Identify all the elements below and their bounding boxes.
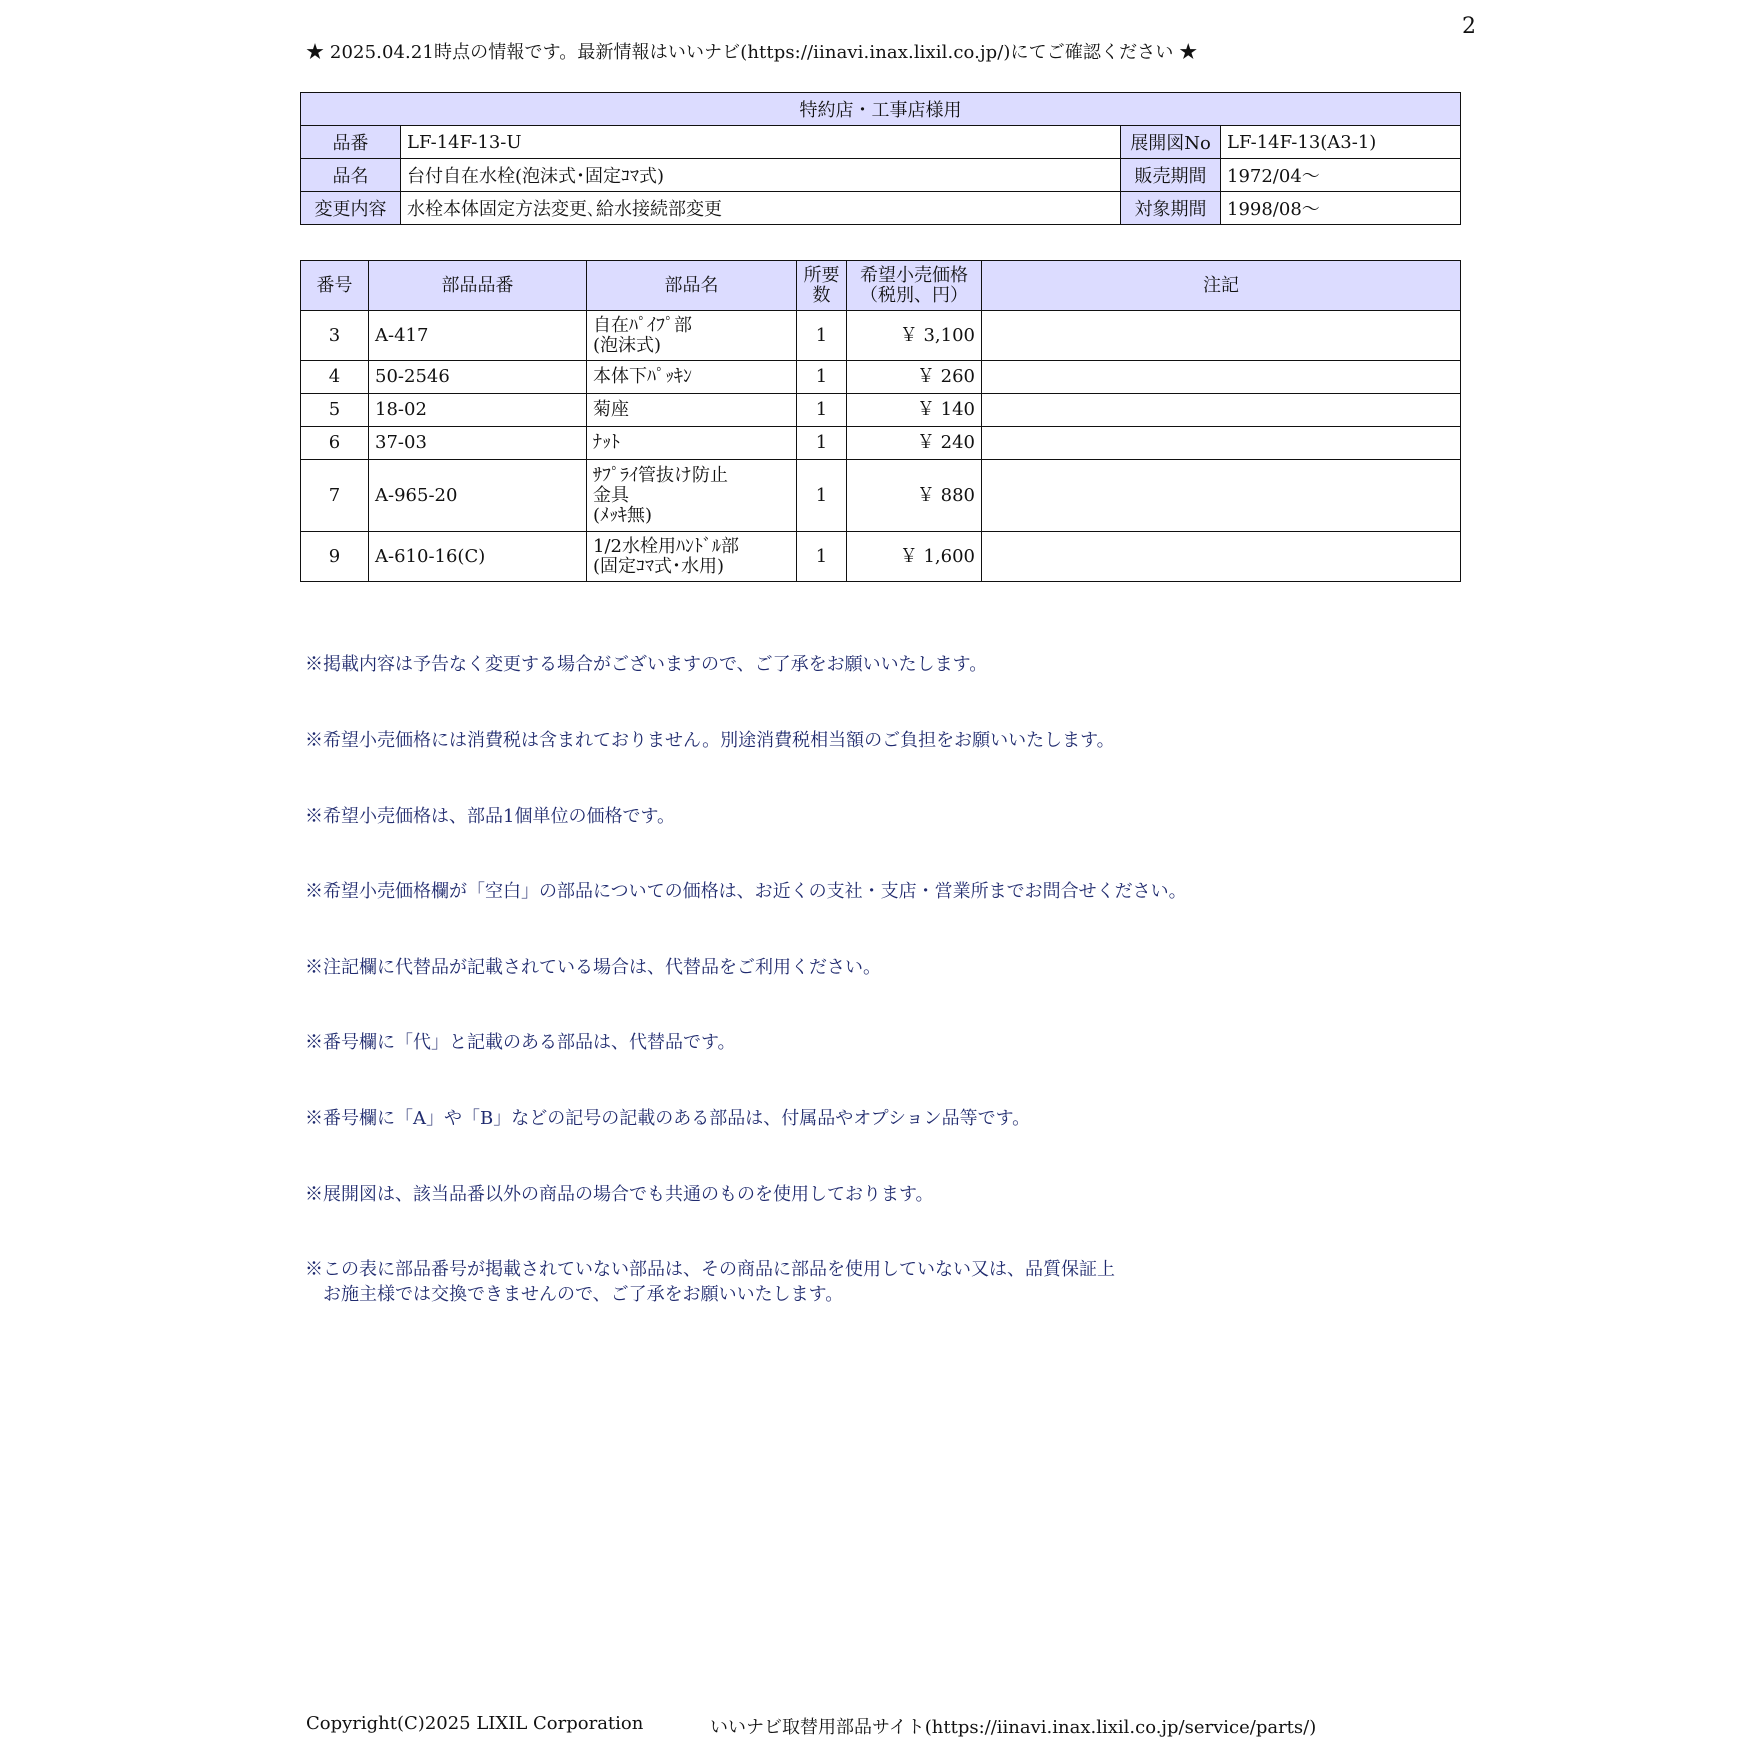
quantity-cell: 1 <box>797 427 847 460</box>
note-line: ※掲載内容は予告なく変更する場合がございますので、ご了承をお願いいたします。 <box>305 654 988 676</box>
note-cell <box>982 427 1461 460</box>
info-label: 品番 <box>301 126 401 159</box>
info-label: 対象期間 <box>1121 192 1221 225</box>
part-code-cell: 18-02 <box>369 394 587 427</box>
part-number-cell: 9 <box>301 532 369 582</box>
quantity-cell: 1 <box>797 394 847 427</box>
quantity-cell: 1 <box>797 361 847 394</box>
info-value: 台付自在水栓(泡沫式･固定ｺﾏ式) <box>401 159 1121 192</box>
info-label: 展開図No <box>1121 126 1221 159</box>
info-row <box>301 192 1461 225</box>
note-line: ※この表に部品番号が掲載されていない部品は、その商品に部品を使用していない又は、品質保証上 お施主様では交換できませんので、ご了承をお願いいたします。 <box>305 1259 1115 1306</box>
part-name-cell: 菊座 <box>587 394 797 427</box>
part-code-cell: A-610-16(C) <box>369 532 587 582</box>
part-name-cell: 自在ﾊﾟｲﾌﾟ部 (泡沫式) <box>587 311 797 361</box>
note-cell <box>982 394 1461 427</box>
parts-table <box>300 260 1461 582</box>
note-cell <box>982 311 1461 361</box>
part-code-cell: 37-03 <box>369 427 587 460</box>
info-row <box>301 126 1461 159</box>
info-value: LF-14F-13-U <box>401 126 1121 159</box>
column-header: 所要 数 <box>797 261 847 311</box>
part-name-cell: 1/2水栓用ﾊﾝﾄﾞﾙ部 (固定ｺﾏ式･水用) <box>587 532 797 582</box>
table-row <box>301 460 1461 532</box>
part-code-cell: A-417 <box>369 311 587 361</box>
table-row <box>301 394 1461 427</box>
part-code-cell: A-965-20 <box>369 460 587 532</box>
info-value: 水栓本体固定方法変更､給水接続部変更 <box>401 192 1121 225</box>
page-number: 2 <box>1462 14 1476 39</box>
column-header: 部品品番 <box>369 261 587 311</box>
price-cell: ￥ 240 <box>847 427 982 460</box>
part-number-cell: 5 <box>301 394 369 427</box>
header-note: ★ 2025.04.21時点の情報です。最新情報はいいナビ(https://iinavi.inax.lixil.co.jp/)にてご確認ください ★ <box>306 42 1198 63</box>
part-number-cell: 3 <box>301 311 369 361</box>
note-line: ※希望小売価格には消費税は含まれておりません。別途消費税相当額のご負担をお願いいたします。 <box>305 730 1115 752</box>
table-row <box>301 361 1461 394</box>
part-number-cell: 6 <box>301 427 369 460</box>
notes-list <box>305 602 1187 1333</box>
part-number-cell: 4 <box>301 361 369 394</box>
part-code-cell: 50-2546 <box>369 361 587 394</box>
part-name-cell: ｻﾌﾟﾗｲ管抜け防止 金具 (ﾒｯｷ無) <box>587 460 797 532</box>
column-header: 注記 <box>982 261 1461 311</box>
note-line: ※番号欄に「代」と記載のある部品は、代替品です。 <box>305 1032 736 1054</box>
info-row <box>301 159 1461 192</box>
quantity-cell: 1 <box>797 311 847 361</box>
price-cell: ￥ 260 <box>847 361 982 394</box>
part-name-cell: ﾅｯﾄ <box>587 427 797 460</box>
column-header: 番号 <box>301 261 369 311</box>
copyright: Copyright(C)2025 LIXIL Corporation <box>306 1713 644 1734</box>
part-number-cell: 7 <box>301 460 369 532</box>
quantity-cell: 1 <box>797 532 847 582</box>
note-line: ※希望小売価格欄が「空白」の部品についての価格は、お近くの支社・支店・営業所までお問合せください。 <box>305 881 1187 903</box>
price-cell: ￥ 140 <box>847 394 982 427</box>
note-cell <box>982 460 1461 532</box>
part-name-cell: 本体下ﾊﾟｯｷﾝ <box>587 361 797 394</box>
quantity-cell: 1 <box>797 460 847 532</box>
table-row <box>301 427 1461 460</box>
note-line: ※番号欄に「A」や「B」などの記号の記載のある部品は、付属品やオプション品等です。 <box>305 1108 1031 1130</box>
note-line: ※希望小売価格は、部品1個単位の価格です。 <box>305 805 676 827</box>
info-value: 1998/08～ <box>1221 192 1461 225</box>
info-value: LF-14F-13(A3-1) <box>1221 126 1461 159</box>
price-cell: ￥ 3,100 <box>847 311 982 361</box>
note-cell <box>982 532 1461 582</box>
site-link[interactable]: いいナビ取替用部品サイト(https://iinavi.inax.lixil.co.jp/service/parts/) <box>710 1717 1317 1738</box>
column-header: 部品名 <box>587 261 797 311</box>
product-info-table <box>300 92 1461 225</box>
note-cell <box>982 361 1461 394</box>
info-table-title: 特約店・工事店様用 <box>301 93 1461 126</box>
table-row <box>301 532 1461 582</box>
info-label: 品名 <box>301 159 401 192</box>
note-line: ※展開図は、該当品番以外の商品の場合でも共通のものを使用しております。 <box>305 1183 934 1205</box>
info-label: 販売期間 <box>1121 159 1221 192</box>
info-value: 1972/04～ <box>1221 159 1461 192</box>
table-row <box>301 311 1461 361</box>
column-header: 希望小売価格 （税別、円） <box>847 261 982 311</box>
note-line: ※注記欄に代替品が記載されている場合は、代替品をご利用ください。 <box>305 956 881 978</box>
price-cell: ￥ 1,600 <box>847 532 982 582</box>
price-cell: ￥ 880 <box>847 460 982 532</box>
parts-header-row <box>301 261 1461 311</box>
info-label: 変更内容 <box>301 192 401 225</box>
